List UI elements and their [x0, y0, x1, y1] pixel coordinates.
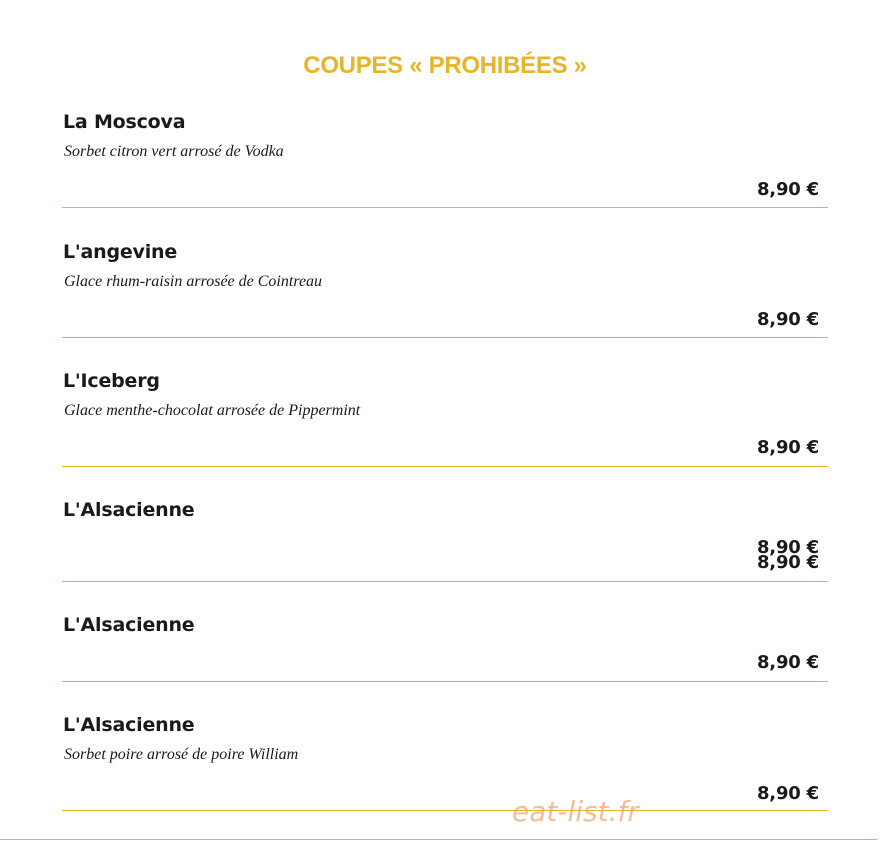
menu-item-description: Glace rhum-raisin arrosée de Cointreau	[64, 273, 323, 290]
section-title: COUPES « PROHIBÉES »	[303, 52, 587, 79]
menu-item-name: L'Iceberg	[63, 370, 160, 392]
divider	[62, 337, 828, 338]
watermark-text: eat-list.fr	[512, 795, 639, 828]
menu-item-price: 8,90 €	[756, 552, 819, 573]
menu-item-description: Sorbet poire arrosé de poire William	[64, 746, 299, 763]
menu-item-name: L'Alsacienne	[63, 499, 195, 521]
menu-item-price: 8,90 €	[756, 783, 819, 804]
menu-item-description: Sorbet citron vert arrosé de Vodka	[64, 143, 284, 160]
menu-item-name: L'angevine	[63, 241, 178, 263]
divider	[62, 810, 828, 811]
menu-item-name: L'Alsacienne	[63, 614, 195, 636]
menu-item-name: L'Alsacienne	[63, 714, 195, 736]
menu-item-description: Glace menthe-chocolat arrosée de Pippermint	[64, 402, 361, 419]
menu-item-price: 8,90 €	[756, 309, 819, 330]
divider	[62, 581, 828, 582]
menu-item-price: 8,90 €	[756, 437, 819, 458]
divider	[62, 681, 828, 682]
menu-item-name: La Moscova	[63, 111, 186, 133]
menu-item-price-overlap: 8,90 €	[756, 537, 819, 558]
menu-item-price: 8,90 €	[756, 652, 819, 673]
page-bottom-rule	[0, 839, 877, 840]
divider	[62, 207, 828, 208]
divider	[62, 466, 828, 467]
menu-item-price: 8,90 €	[756, 179, 819, 200]
